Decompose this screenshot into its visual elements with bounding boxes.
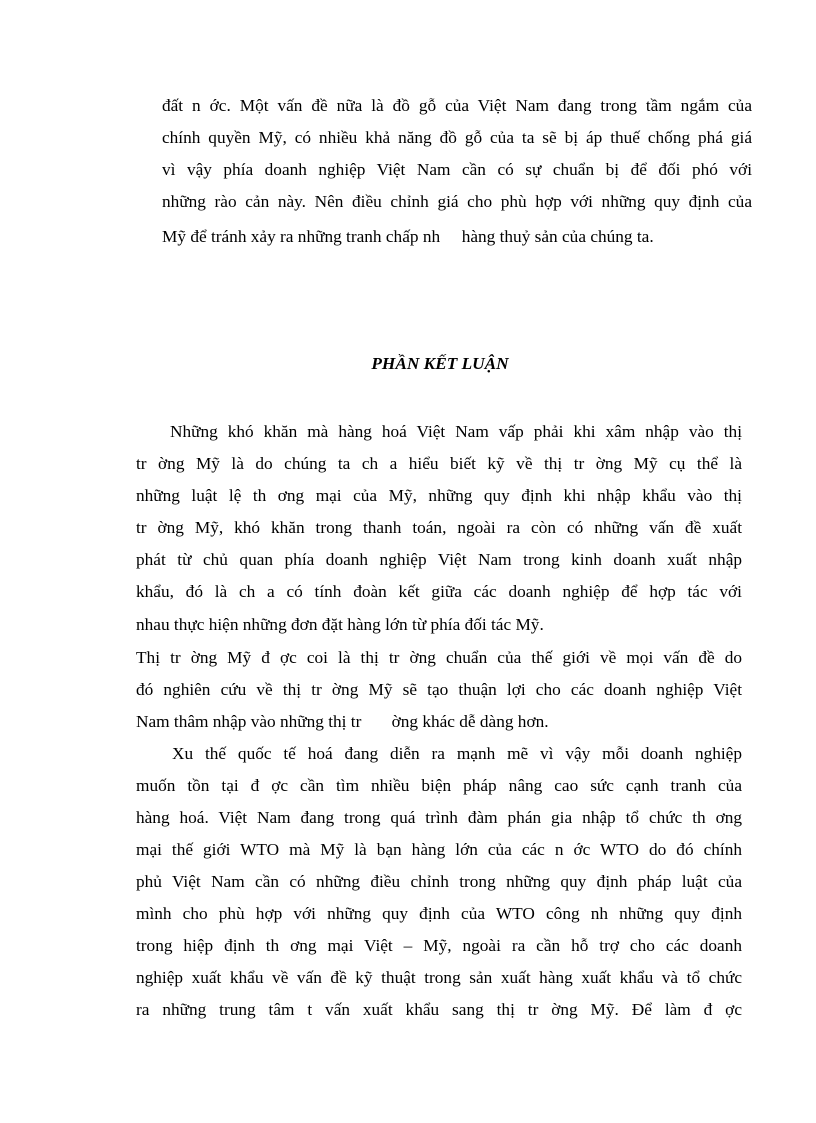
text-line: trong hiệp định th ơng mại Việt – Mỹ, ngoài ra cần hỗ trợ cho các doanh (136, 936, 742, 955)
text-line: Những khó khăn mà hàng hoá Việt Nam vấp phải khi xâm nhập vào thị (170, 422, 742, 441)
text-line: đó nghiên cứu về thị tr ờng Mỹ sẽ tạo thuận lợi cho các doanh nghiệp Việt (136, 680, 742, 699)
text-line: hàng hoá. Việt Nam đang trong quá trình đàm phán gia nhập tổ chức th ơng (136, 808, 742, 827)
text-line: vì vậy phía doanh nghiệp Việt Nam cần có sự chuẩn bị để đối phó với (162, 160, 752, 179)
text-line: những rào cản này. Nên điều chỉnh giá cho phù hợp với những quy định của (162, 192, 752, 211)
text-line: Thị tr ờng Mỹ đ ợc coi là thị tr ờng chuẩn của thế giới về mọi vấn đề do (136, 648, 742, 667)
text-line: mình cho phù hợp với những quy định của WTO công nh những quy định (136, 904, 742, 923)
text-line: mại thế giới WTO mà Mỹ là bạn hàng lớn của các n ớc WTO do đó chính (136, 840, 742, 859)
text-line: tr ờng Mỹ là do chúng ta ch a hiểu biết kỹ về thị tr ờng Mỹ cụ thể là (136, 454, 742, 473)
text-line: tr ờng Mỹ, khó khăn trong thanh toán, ngoài ra còn có những vấn đề xuất (136, 518, 742, 537)
section-heading: PHẦN KẾT LUẬN (371, 354, 509, 373)
text-line: Xu thế quốc tế hoá đang diễn ra mạnh mẽ vì vậy mỗi doanh nghiệp (172, 744, 742, 763)
text-line: phủ Việt Nam cần có những điều chỉnh trong những quy định pháp luật của (136, 872, 742, 891)
text-line: những luật lệ th ơng mại của Mỹ, những quy định khi nhập khẩu vào thị (136, 486, 742, 505)
text-line: chính quyền Mỹ, có nhiều khả năng đồ gỗ của ta sẽ bị áp thuế chống phá giá (162, 128, 752, 147)
text-line: phát từ chủ quan phía doanh nghiệp Việt Nam trong kinh doanh xuất nhập (136, 550, 742, 569)
text-line: nhau thực hiện những đơn đặt hàng lớn từ phía đối tác Mỹ. (136, 615, 544, 634)
text-line: ra những trung tâm t vấn xuất khẩu sang thị tr ờng Mỹ. Để làm đ ợc (136, 1000, 742, 1019)
text-line: Nam thâm nhập vào những thị tr ờng khác dễ dàng hơn. (136, 712, 549, 731)
text-line: nghiệp xuất khẩu về vấn đề kỹ thuật trong sản xuất hàng xuất khẩu và tổ chức (136, 968, 742, 987)
text-line: khẩu, đó là ch a có tính đoàn kết giữa các doanh nghiệp để hợp tác với (136, 582, 742, 601)
text-line: đất n ớc. Một vấn đề nữa là đồ gỗ của Việt Nam đang trong tầm ngắm của (162, 96, 752, 115)
text-line: Mỹ để tránh xảy ra những tranh chấp nh hàng thuỷ sản của chúng ta. (162, 227, 654, 246)
text-line: muốn tồn tại đ ợc cần tìm nhiều biện pháp nâng cao sức cạnh tranh của (136, 776, 742, 795)
